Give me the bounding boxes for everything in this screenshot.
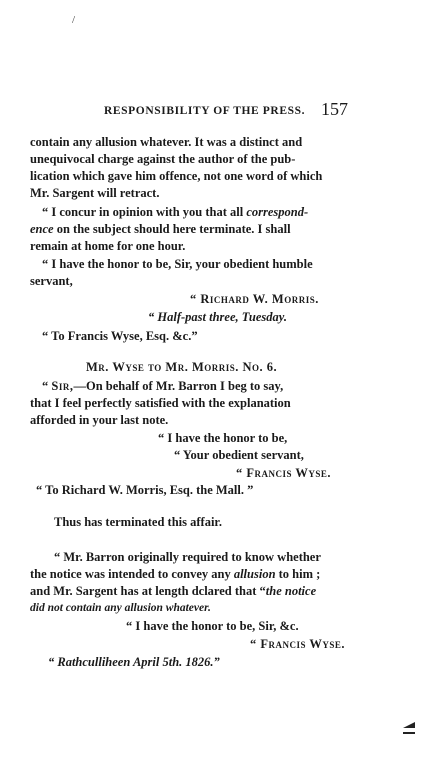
salutation: Sir, <box>51 379 74 393</box>
running-title: RESPONSIBILITY OF THE PRESS. <box>104 105 306 117</box>
text-line <box>42 378 283 395</box>
running-header <box>0 99 425 122</box>
text-line: that I feel perfectly satisfied with the explanation <box>30 396 291 410</box>
text-line: “ I have the honor to be, Sir, your obedient humble <box>42 257 313 271</box>
signature-richard-morris: “ Richard W. Morris. <box>190 292 319 306</box>
text-line: “ I have the honor to be, Sir, &c. <box>126 619 299 633</box>
corner-ornament-icon <box>401 722 417 736</box>
text-line: unequivocal charge against the author of the pub- <box>30 152 296 166</box>
text-line: servant, <box>30 274 73 288</box>
line-text: to him ; <box>275 567 321 581</box>
letter-heading: Mr. Wyse to Mr. Morris. No. 6. <box>86 360 278 374</box>
text-line <box>30 583 316 600</box>
line-text: and Mr. Sargent has at length dclared that “ <box>30 584 266 598</box>
text-line: remain at home for one hour. <box>30 239 186 253</box>
text-line: lication which gave him offence, not one word of which <box>30 169 323 183</box>
bar-mark <box>403 732 415 734</box>
italic-text: ence <box>30 222 54 236</box>
italic-text: allusion <box>233 567 276 581</box>
line-text: —On behalf of Mr. Barron I beg to say, <box>73 379 284 393</box>
addressee-line: “ To Richard W. Morris, Esq. the Mall. ” <box>36 483 254 497</box>
text-line <box>30 221 291 238</box>
text-line: “ Your obedient servant, <box>174 448 304 462</box>
text-line: “ I have the honor to be, <box>158 431 288 445</box>
dateline-place-date <box>48 654 220 671</box>
signature-francis-wyse: “ Francis Wyse. <box>236 466 332 480</box>
wedge-mark <box>403 722 415 728</box>
italic-text: “ Half-past three, Tuesday. <box>148 310 287 324</box>
line-text: on the subject should here terminate. I shall <box>53 222 291 236</box>
line-text: “ <box>42 379 52 393</box>
text-line <box>30 134 376 151</box>
line-text: “ I concur in opinion with you that all <box>42 205 247 219</box>
text-line: Thus has terminated this affair. <box>54 515 222 529</box>
text-line: Mr. Sargent will retract. <box>30 186 160 200</box>
addressee-line: “ To Francis Wyse, Esq. &c.” <box>42 329 198 343</box>
text-line: afforded in your last note. <box>30 413 169 427</box>
line-text: contain any allusion whatever. It was a distinct and <box>30 135 303 149</box>
line-text: the notice was intended to convey any <box>30 567 234 581</box>
italic-text: “ Rathculliheen April 5th. 1826.” <box>48 655 220 669</box>
italic-text: the notice <box>265 584 317 598</box>
dateline-time <box>148 309 287 326</box>
text-line <box>42 204 308 221</box>
text-line: “ Mr. Barron originally required to know whether <box>54 550 321 564</box>
italic-text: did not contain any allusion whatever. <box>30 602 211 614</box>
page-number: 157 <box>321 99 348 119</box>
page-mark: / <box>72 14 76 26</box>
signature-francis-wyse: “ Francis Wyse. <box>250 637 346 651</box>
text-line <box>30 566 320 583</box>
text-line <box>30 600 211 617</box>
italic-text: correspond- <box>246 205 309 219</box>
